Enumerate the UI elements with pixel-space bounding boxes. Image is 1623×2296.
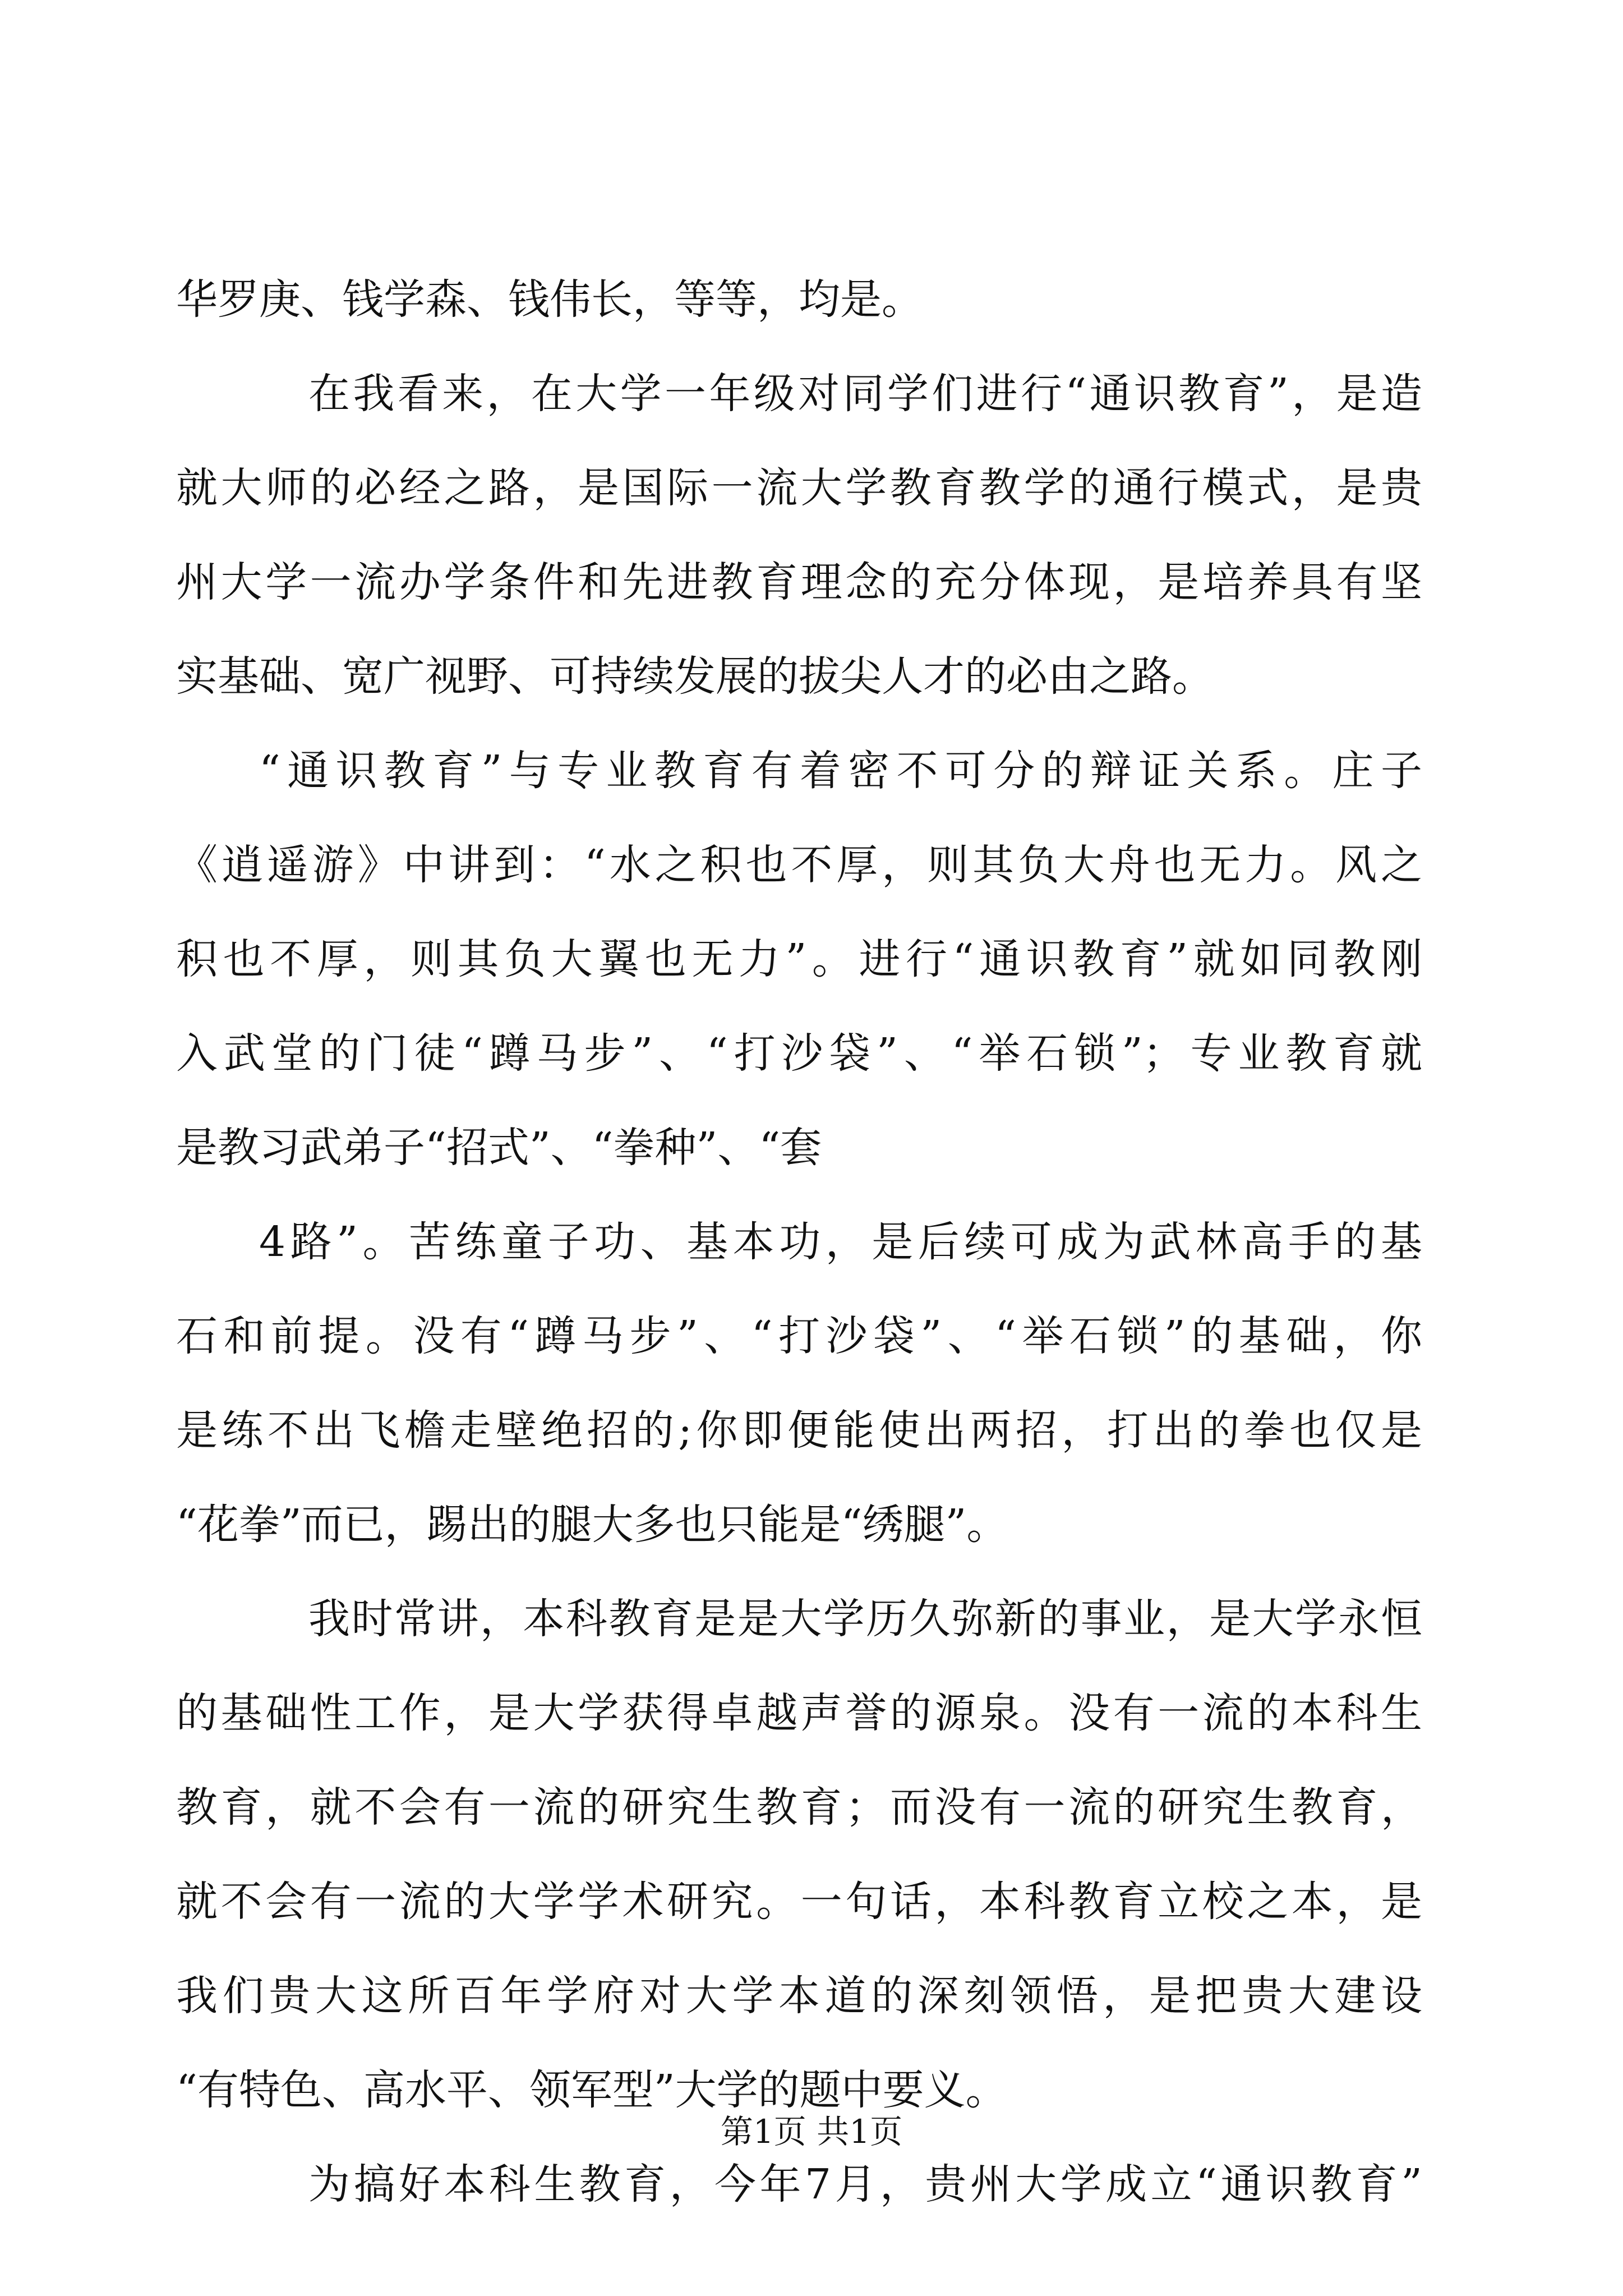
- text-line-21: 为搞好本科生教育，今年7月，贵州大学成立“通识教育”: [308, 2160, 1422, 2208]
- text-line-8: 积也不厚，则其负大翼也无力”。进行“通识教育”就如同教刚: [176, 935, 1422, 983]
- text-line-20: “有特色、高水平、领军型”大学的题中要义。: [176, 2066, 1007, 2114]
- text-line-2: 在我看来，在大学一年级对同学们进行“通识教育”，是造: [308, 370, 1422, 418]
- text-line-9: 入武堂的门徒“蹲马步”、“打沙袋”、“举石锁”；专业教育就: [176, 1029, 1422, 1078]
- text-line-17: 教育，就不会有一流的研究生教育；而没有一流的研究生教育，: [176, 1783, 1422, 1832]
- text-line-10: 是教习武弟子“招式”、“拳种”、“套: [176, 1124, 822, 1172]
- text-line-4: 州大学一流办学条件和先进教育理念的充分体现，是培养具有坚: [176, 558, 1422, 606]
- text-line-16: 的基础性工作，是大学获得卓越声誉的源泉。没有一流的本科生: [176, 1689, 1422, 1737]
- text-line-1: 华罗庚、钱学森、钱伟长，等等，均是。: [176, 275, 923, 324]
- body-text: [176, 252, 1422, 2231]
- text-line-7: 《逍遥游》中讲到：“水之积也不厚，则其负大舟也无力。风之: [176, 841, 1422, 889]
- text-line-12: 石和前提。没有“蹲马步”、“打沙袋”、“举石锁”的基础，你: [176, 1312, 1422, 1360]
- text-line-15: 我时常讲，本科教育是是大学历久弥新的事业，是大学永恒: [308, 1595, 1422, 1643]
- text-line-14: “花拳”而已，踢出的腿大多也只能是“绣腿”。: [176, 1501, 1008, 1549]
- text-line-13: 是练不出飞檐走壁绝招的;你即便能使出两招，打出的拳也仅是: [176, 1406, 1422, 1455]
- text-line-11: 4路”。苦练童子功、基本功，是后续可成为武林高手的基: [259, 1218, 1422, 1266]
- page-footer: 第1页 共1页: [720, 2113, 903, 2151]
- text-line-19: 我们贵大这所百年学府对大学本道的深刻领悟，是把贵大建设: [176, 1972, 1422, 2020]
- text-line-3: 就大师的必经之路，是国际一流大学教育教学的通行模式，是贵: [176, 464, 1422, 512]
- text-line-18: 就不会有一流的大学学术研究。一句话，本科教育立校之本，是: [176, 1878, 1422, 1926]
- text-line-5: 实基础、宽广视野、可持续发展的拔尖人才的必由之路。: [176, 652, 1214, 701]
- text-line-6: “通识教育”与专业教育有着密不可分的辩证关系。庄子: [259, 747, 1422, 795]
